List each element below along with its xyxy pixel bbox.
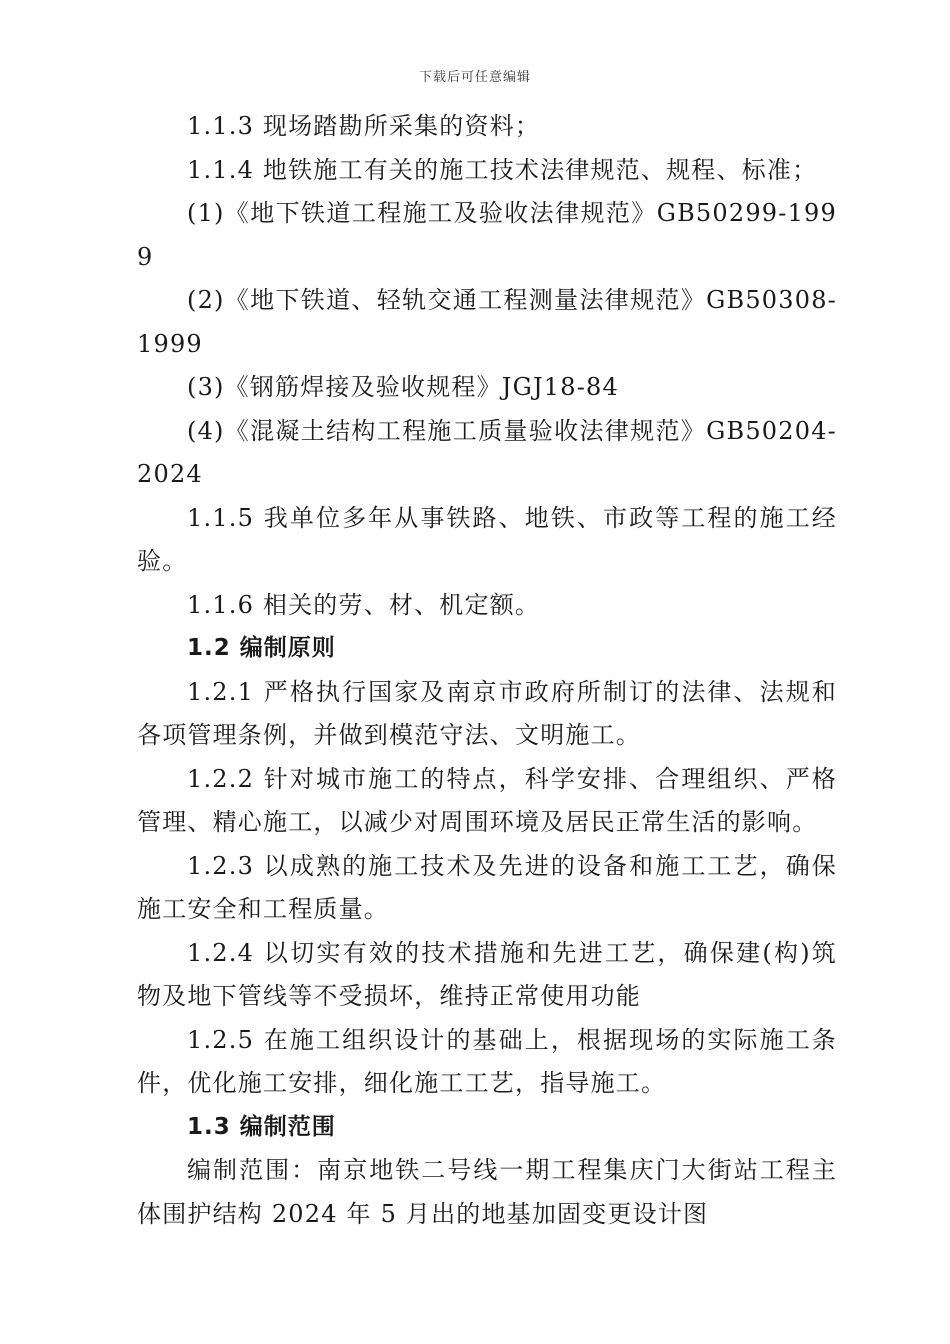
standard-item-4: (4)《混凝土结构工程施工质量验收法律规范》GB50204-2024 [137,416,837,488]
paragraph-1-2-1: 1.2.1 严格执行国家及南京市政府所制订的法律、法规和各项管理条例，并做到模范守法、文明施工。 [137,677,837,749]
paragraph-1-1-3: 1.1.3 现场踏勘所采集的资料； [187,112,541,140]
section-heading-1-3: 1.3 编制范围 [187,1113,336,1140]
paragraph-1-1-4: 1.1.4 地铁施工有关的施工技术法律规范、规程、标准； [187,155,818,184]
paragraph-scope: 编制范围：南京地铁二号线一期工程集庆门大街站工程主体围护结构 2024 年 5 月出的地基加固变更设计图 [137,1156,837,1228]
standard-item-2: (2)《地下铁道、轻轨交通工程测量法律规范》GB50308-1999 [137,286,837,358]
document-body [137,105,837,1236]
page-header-note: 下载后可任意编辑 [418,70,531,85]
paragraph-1-2-4: 1.2.4 以切实有效的技术措施和先进工艺，确保建(构)筑物及地下管线等不受损坏，维持正常使用功能 [137,938,837,1010]
paragraph-1-2-2: 1.2.2 针对城市施工的特点，科学安排、合理组织、严格管理、精心施工，以减少对周围环境及居民正常生活的影响。 [137,764,837,836]
paragraph-1-1-6: 1.1.6 相关的劳、材、机定额。 [187,590,541,619]
paragraph-1-2-3: 1.2.3 以成熟的施工技术及先进的设备和施工工艺，确保施工安全和工程质量。 [137,851,837,923]
standard-item-1: (1)《地下铁道工程施工及验收法律规范》GB50299-1999 [137,199,837,271]
paragraph-1-1-5: 1.1.5 我单位多年从事铁路、地铁、市政等工程的施工经验。 [137,503,837,575]
paragraph-1-2-5: 1.2.5 在施工组织设计的基础上，根据现场的实际施工条件，优化施工安排，细化施工工艺，指导施工。 [137,1025,837,1097]
section-heading-1-2: 1.2 编制原则 [187,635,336,661]
standard-item-3: (3)《钢筋焊接及验收规程》JGJ18-84 [187,373,619,401]
